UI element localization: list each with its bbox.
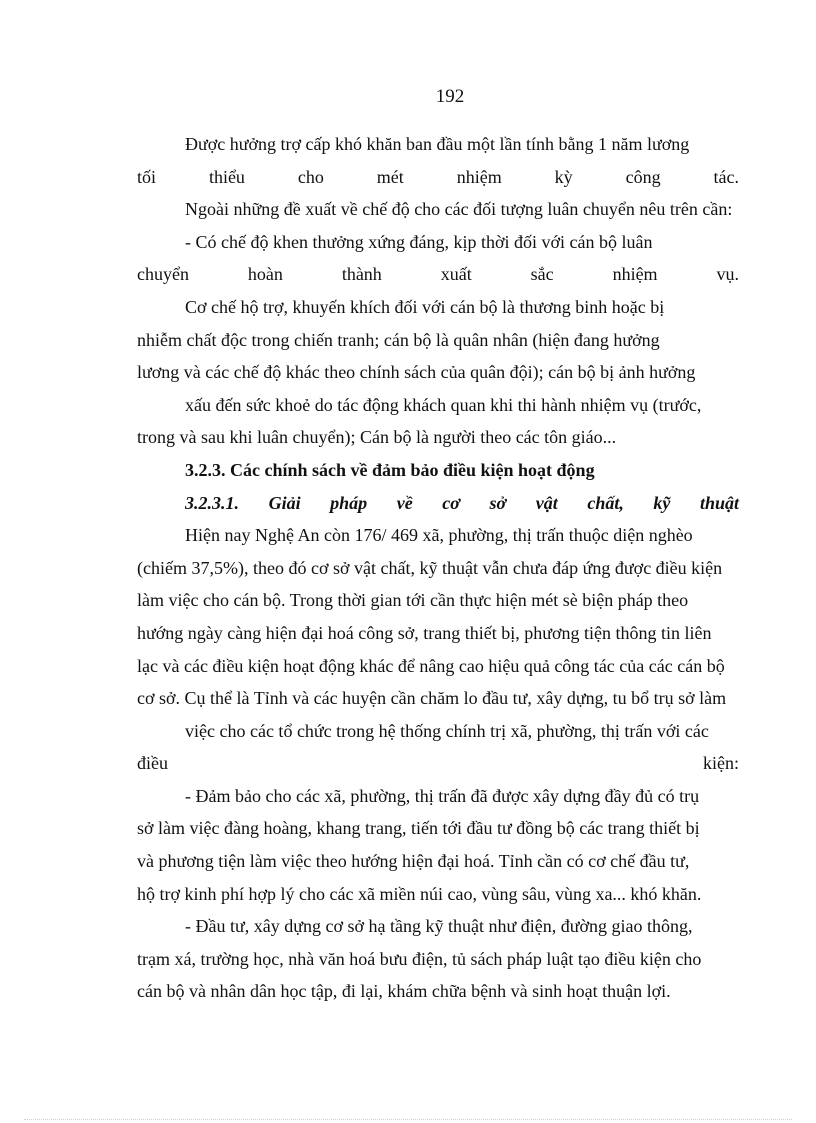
paragraph-line: Được hưởng trợ cấp khó khăn ban đầu một lần tính bằng 1 năm lương: [185, 134, 690, 154]
paragraph-line: điều kiện:: [137, 753, 739, 774]
subsection-heading: 3.2.3.1. Giải pháp về cơ sở vật chất, kỹ thuật: [185, 492, 739, 513]
document-body: [137, 128, 739, 1008]
page-number: 192: [435, 86, 465, 107]
paragraph-line: chuyển hoàn thành xuất sắc nhiệm vụ.: [137, 264, 739, 285]
paragraph-line: - Đảm bảo cho các xã, phường, thị trấn đã được xây dựng đầy đủ có trụ: [185, 785, 700, 806]
paragraph-line: - Có chế độ khen thưởng xứng đáng, kịp thời đối với cán bộ luân: [185, 231, 653, 252]
paragraph-line: hướng ngày càng hiện đại hoá công sở, trang thiết bị, phương tiện thông tin liên: [137, 622, 712, 643]
paragraph-line: trong và sau khi luân chuyển); Cán bộ là người theo các tôn giáo...: [137, 427, 617, 448]
paragraph-line: trạm xá, trường học, nhà văn hoá bưu điện, tủ sách pháp luật tạo điều kiện cho: [137, 948, 702, 969]
paragraph-line: (chiếm 37,5%), theo đó cơ sở vật chất, kỹ thuật vẫn chưa đáp ứng được điều kiện: [137, 557, 723, 578]
paragraph-line: Cơ chế hộ trợ, khuyến khích đối với cán bộ là thương binh hoặc bị: [185, 296, 665, 317]
paragraph-line: hộ trợ kinh phí hợp lý cho các xã miền núi cao, vùng sâu, vùng xa... khó khăn.: [137, 883, 702, 904]
paragraph-line: lương và các chế độ khác theo chính sách của quân đội); cán bộ bị ảnh hưởng: [137, 362, 696, 383]
paragraph-line: xấu đến sức khoẻ do tác động khách quan khi thi hành nhiệm vụ (trước,: [185, 394, 702, 415]
paragraph-line: cơ sở. Cụ thể là Tỉnh và các huyện cần chăm lo đầu tư, xây dựng, tu bổ trụ sở làm: [137, 688, 727, 709]
section-heading: 3.2.3. Các chính sách về đảm bảo điều kiện hoạt động: [185, 459, 595, 480]
page-bottom-divider: [24, 1119, 792, 1120]
paragraph-line: nhiễm chất độc trong chiến tranh; cán bộ là quân nhân (hiện đang hưởng: [137, 329, 660, 350]
paragraph-line: làm việc cho cán bộ. Trong thời gian tới cần thực hiện mét sè biện pháp theo: [137, 590, 689, 611]
paragraph-line: Ngoài những đề xuất về chế độ cho các đối tượng luân chuyển nêu trên cần:: [185, 199, 733, 220]
paragraph-line: - Đầu tư, xây dựng cơ sở hạ tầng kỹ thuật như điện, đường giao thông,: [185, 916, 693, 937]
paragraph-line: và phương tiện làm việc theo hướng hiện đại hoá. Tỉnh cần có cơ chế đầu tư,: [137, 851, 690, 872]
paragraph-line: Hiện nay Nghệ An còn 176/ 469 xã, phường, thị trấn thuộc diện nghèo: [185, 525, 693, 546]
paragraph-line: việc cho các tổ chức trong hệ thống chính trị xã, phường, thị trấn với các: [185, 720, 709, 741]
paragraph-line: sở làm việc đàng hoàng, khang trang, tiến tới đầu tư đồng bộ các trang thiết bị: [137, 818, 700, 839]
paragraph-line: lạc và các điều kiện hoạt động khác để nâng cao hiệu quả công tác của các cán bộ: [137, 655, 725, 676]
paragraph-line: tối thiểu cho mét nhiệm kỳ công tác.: [137, 166, 739, 187]
paragraph-line: cán bộ và nhân dân học tập, đi lại, khám chữa bệnh và sinh hoạt thuận lợi.: [137, 981, 671, 1002]
